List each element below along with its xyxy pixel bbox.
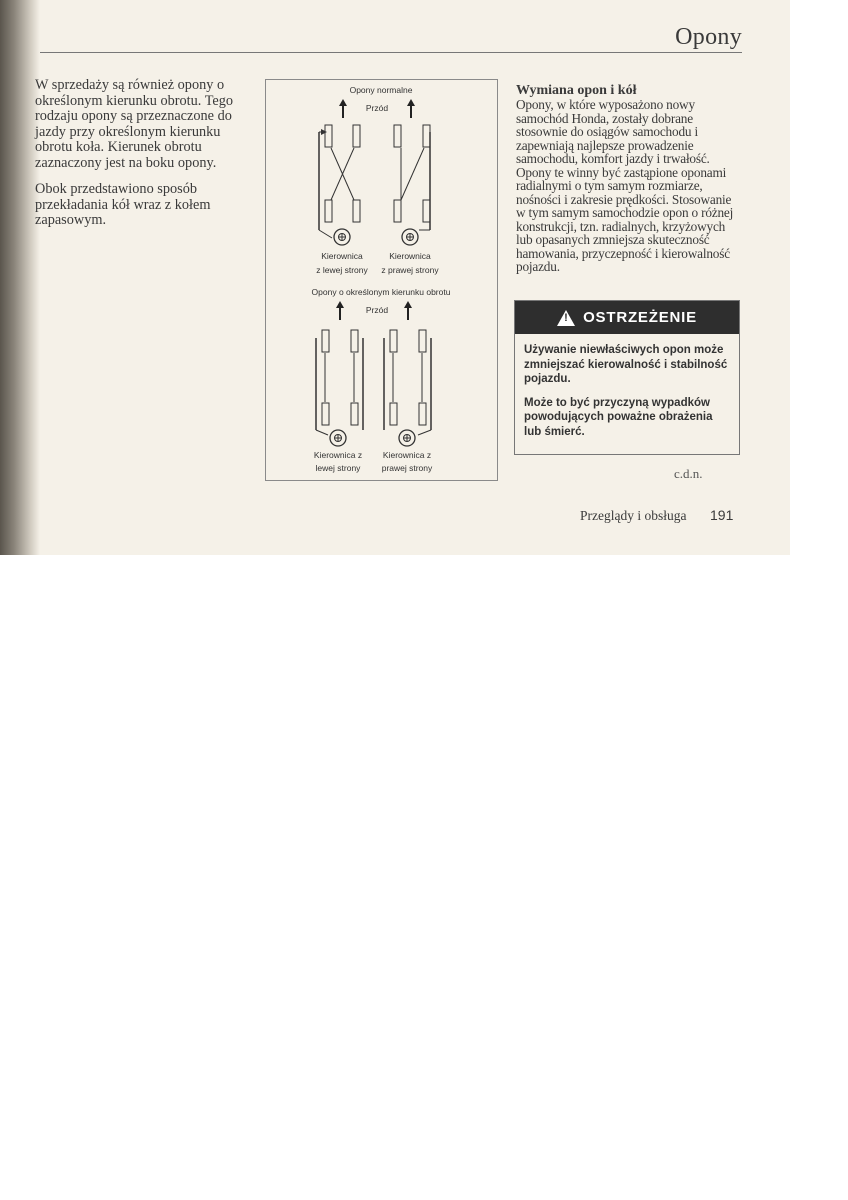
tire-rear-right: [351, 403, 358, 425]
steering-wheel-icon: [402, 229, 418, 245]
warning-text-1: Używanie niewłaściwych opon może zmniejszać kierowalność i stabilność pojazdu.: [524, 344, 728, 385]
continued-label: c.d.n.: [674, 466, 703, 481]
steering-left-label-1a: Kierownica: [321, 251, 363, 261]
tire-rotation-diagram: [265, 79, 498, 481]
tire-rear-right: [423, 200, 430, 222]
normal-left-drive-layout: [319, 125, 360, 238]
tire-rear-left: [325, 200, 332, 222]
left-paragraph-2: Obok przedstawiono sposób przekładania kół wraz z kołem zapasowym.: [35, 181, 211, 228]
warning-box: [514, 300, 740, 455]
tire-rotation-svg: [266, 80, 497, 480]
scanned-page: [0, 0, 790, 555]
steering-right-label-2a: Kierownica z: [382, 450, 432, 460]
directional-left-drive-layout: [316, 330, 363, 435]
tire-front-right: [353, 125, 360, 147]
front-arrow-icon: [339, 99, 347, 118]
front-arrow-icon: [404, 301, 412, 320]
directional-tires-title: Opony o określonym kierunku obrotu: [311, 287, 451, 297]
steering-left-label-1b: z lewej strony: [316, 265, 368, 275]
steering-left-label-2a: Kierownica z: [313, 450, 363, 460]
directional-right-drive-layout: [384, 330, 431, 435]
steering-right-label-1a: Kierownica: [389, 251, 431, 261]
tire-rear-right: [419, 403, 426, 425]
steering-wheel-icon: [399, 430, 415, 446]
section-body: Opony, w które wyposażono nowy samochód Honda, zostały dobrane stosownie do osiągów samochodu i zapewniają najlepsze prowadzenie samochodu, komfort jazdy i trwałość. Opony te winny być zastąpione oponami radialnymi o tym samym rozmiarze, nośności i zakresie prędkości. Stosowanie w tym samym samochodzie opon o różnej konstrukcji, tzn. radialnych, krzyżowych lub opasanych zmniejsza skuteczność hamowania, przyczepność i kierowalność pojazdu.: [516, 97, 734, 274]
tire-front-right: [423, 125, 430, 147]
warning-header: [515, 301, 739, 334]
steering-right-label-2b: prawej strony: [381, 463, 433, 473]
steering-wheel-icon: [334, 229, 350, 245]
warning-triangle-icon: [557, 310, 575, 326]
section-heading: Wymiana opon i kół: [516, 83, 637, 98]
warning-title: OSTRZEŻENIE: [583, 309, 697, 326]
tire-rear-left: [394, 200, 401, 222]
front-label-2: Przód: [365, 305, 389, 315]
tire-rear-right: [353, 200, 360, 222]
tire-rear-left: [322, 403, 329, 425]
tire-front-left: [390, 330, 397, 352]
warning-text-2: Może to być przyczyną wypadków powodujących poważne obrażenia lub śmierć.: [524, 396, 713, 438]
front-label-1: Przód: [365, 103, 389, 113]
left-text-column: [35, 78, 255, 240]
page-title: Opony: [675, 24, 742, 50]
tire-front-right: [419, 330, 426, 352]
steering-left-label-2b: lewej strony: [315, 463, 361, 473]
book-spine-shadow: [0, 0, 40, 555]
front-arrow-icon: [336, 301, 344, 320]
normal-right-drive-layout: [394, 125, 430, 230]
right-text-column: [516, 83, 742, 274]
steering-wheel-icon: [330, 430, 346, 446]
normal-tires-title: Opony normalne: [349, 85, 413, 95]
tire-front-left: [322, 330, 329, 352]
tire-rear-left: [390, 403, 397, 425]
steering-right-label-1b: z prawej strony: [381, 265, 439, 275]
tire-front-left: [325, 125, 332, 147]
title-rule: [40, 52, 742, 53]
tire-front-left: [394, 125, 401, 147]
footer-section-name: Przeglądy i obsługa: [580, 508, 687, 523]
front-arrow-icon: [407, 99, 415, 118]
page-number: 191: [710, 507, 734, 523]
left-paragraph-1: W sprzedaży są również opony o określonym kierunku obrotu. Tego rodzaju opony są przeznaczone do jazdy przy określonym kierunku obrotu koła. Kierunek obrotu zaznaczony jest na boku opony.: [35, 77, 234, 171]
tire-front-right: [351, 330, 358, 352]
